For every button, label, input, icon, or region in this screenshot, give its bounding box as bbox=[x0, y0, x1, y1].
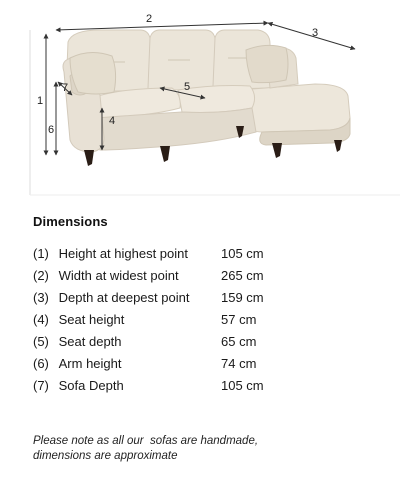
dimensions-heading: Dimensions bbox=[33, 214, 108, 229]
dimensions-list bbox=[33, 243, 373, 397]
dimension-label: Arm height bbox=[58, 356, 122, 371]
leg-chaise-front bbox=[272, 143, 282, 158]
dimension-row bbox=[33, 309, 373, 331]
scatter-cushion-right bbox=[246, 45, 288, 82]
dimension-value: 65 cm bbox=[221, 334, 257, 349]
measure-label-sofa-depth: 7 bbox=[62, 82, 69, 94]
dimension-number: (6) bbox=[33, 356, 49, 371]
dimension-value: 159 cm bbox=[221, 290, 264, 305]
measure-line-width bbox=[56, 23, 268, 30]
measure-label-width: 2 bbox=[146, 13, 153, 25]
scatter-cushion-left bbox=[70, 52, 116, 94]
dimension-number: (7) bbox=[33, 378, 49, 393]
dimension-value: 105 cm bbox=[221, 378, 264, 393]
sofa-body bbox=[63, 30, 350, 166]
note-line-2: dimensions are approximate bbox=[33, 450, 178, 462]
measure-label-height: 1 bbox=[37, 95, 44, 107]
dimension-label: Seat depth bbox=[58, 334, 122, 349]
leg-front-left bbox=[84, 150, 94, 166]
measure-label-arm-height: 6 bbox=[48, 124, 55, 136]
dimension-value: 57 cm bbox=[221, 312, 257, 327]
note-line-1: Please note as all our sofas are handmade, bbox=[33, 435, 259, 447]
dimension-row bbox=[33, 375, 373, 397]
dimension-number: (1) bbox=[33, 246, 49, 261]
dimension-label: Depth at deepest point bbox=[58, 290, 190, 305]
dimension-number: (3) bbox=[33, 290, 49, 305]
measure-label-seat-depth: 5 bbox=[184, 81, 191, 93]
dimension-value: 105 cm bbox=[221, 246, 264, 261]
dimension-number: (5) bbox=[33, 334, 49, 349]
dimension-row bbox=[33, 287, 373, 309]
handmade-note bbox=[33, 434, 373, 464]
dimension-label: Seat height bbox=[58, 312, 125, 327]
dimension-row bbox=[33, 353, 373, 375]
dimension-number: (4) bbox=[33, 312, 49, 327]
leg-chaise-back bbox=[334, 140, 342, 152]
dimension-row bbox=[33, 331, 373, 353]
dimension-label: Sofa Depth bbox=[58, 378, 124, 393]
leg-front-middle bbox=[160, 146, 170, 162]
dimension-row bbox=[33, 243, 373, 265]
dimension-value: 265 cm bbox=[221, 268, 264, 283]
dimension-label: Width at widest point bbox=[58, 268, 179, 283]
sofa-diagram bbox=[0, 0, 400, 205]
dimension-number: (2) bbox=[33, 268, 49, 283]
chaise-seat bbox=[240, 84, 350, 132]
dimension-value: 74 cm bbox=[221, 356, 257, 371]
sofa-illustration bbox=[0, 0, 400, 205]
dimension-label: Height at highest point bbox=[58, 246, 188, 261]
measure-label-seat-height: 4 bbox=[109, 115, 116, 127]
measure-label-depth: 3 bbox=[312, 27, 319, 39]
dimension-row bbox=[33, 265, 373, 287]
